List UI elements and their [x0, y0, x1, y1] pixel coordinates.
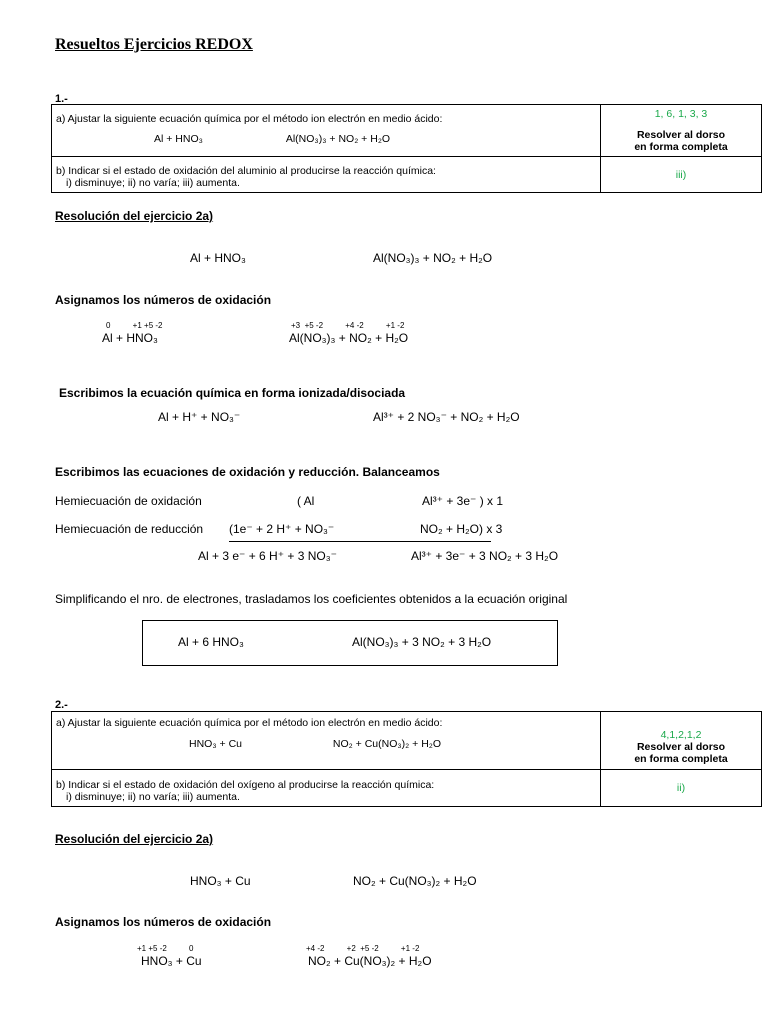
exercise-2-answer-b — [601, 770, 762, 807]
resolution-2-heading: Resolución del ejercicio 2a) — [55, 832, 214, 846]
sum-right: Al³⁺ + 3e⁻ + 3 NO₂ + 3 H₂O — [411, 549, 559, 563]
exercise-1-answer-b — [601, 157, 762, 193]
oxidation-numbers-heading-2: Asignamos los números de oxidación — [55, 915, 272, 929]
res2-equation-right: NO₂ + Cu(NO₃)₂ + H₂O — [353, 874, 477, 888]
final-equation-box — [142, 620, 558, 666]
exercise-2-part-a — [52, 712, 601, 770]
res2-ox-left-equation: HNO₃ + Cu — [141, 954, 202, 968]
res2-ox-right-equation: NO₂ + Cu(NO₃)₂ + H₂O — [308, 954, 432, 968]
resolve-note-line1: Resolver al dorso — [636, 129, 726, 141]
res1-ox-right-numbers: +3 +5 -2 +4 -2 +1 -2 — [291, 321, 405, 330]
exercise-2-number: 2.- — [55, 699, 68, 711]
page-title: Resueltos Ejercicios REDOX — [55, 36, 253, 53]
ionized-heading: Escribimos la ecuación química en forma ionizada/disociada — [59, 386, 406, 400]
exercise-1-coefficients: 1, 6, 1, 3, 3 — [654, 108, 708, 120]
exercise-1-number: 1.- — [55, 93, 68, 105]
exercise-2-equation-left: HNO₃ + Cu — [189, 738, 242, 750]
res2-equation-left: HNO₃ + Cu — [190, 874, 251, 888]
exercise-1-equation-left: Al + HNO₃ — [154, 133, 203, 145]
exercise-2-equation-right: NO₂ + Cu(NO₃)₂ + H₂O — [332, 738, 442, 750]
exercise-2-part-b-text: b) Indicar si el estado de oxidación del oxígeno al producirse la reacción química: — [56, 779, 435, 791]
resolve-note-line2: en forma completa — [634, 753, 728, 765]
sum-divider-line — [229, 541, 491, 542]
hemi-ox-right: Al³⁺ + 3e⁻ ) x 1 — [422, 494, 504, 508]
exercise-1-part-b-text: b) Indicar si el estado de oxidación del aluminio al producirse la reacción química: — [56, 165, 436, 177]
res1-equation-left: Al + HNO₃ — [190, 251, 246, 265]
resolve-note-line2: en forma completa — [634, 141, 728, 153]
res1-ox-left-equation: Al + HNO₃ — [102, 331, 158, 345]
exercise-1-part-a — [52, 105, 601, 157]
res1-equation-right: Al(NO₃)₃ + NO₂ + H₂O — [373, 251, 493, 265]
exercise-1-part-b-options: i) disminuye; ii) no varía; iii) aumenta. — [66, 177, 240, 189]
exercise-1-table — [51, 104, 762, 193]
hemi-red-right: NO₂ + H₂O) x 3 — [420, 522, 503, 536]
exercise-2-answer-a — [601, 712, 762, 770]
exercise-2-part-b — [52, 770, 601, 807]
exercise-2-table — [51, 711, 762, 807]
hemi-ox-label: Hemiecuación de oxidación — [55, 494, 202, 508]
resolution-1-heading: Resolución del ejercicio 2a) — [55, 209, 214, 223]
res1-ox-left-numbers: 0 +1 +5 -2 — [106, 321, 163, 330]
exercise-2-b-answer: ii) — [676, 782, 686, 794]
exercise-1-part-b — [52, 157, 601, 193]
ionized-right: Al³⁺ + 2 NO₃⁻ + NO₂ + H₂O — [373, 410, 520, 424]
sum-left: Al + 3 e⁻ + 6 H⁺ + 3 NO₃⁻ — [198, 549, 337, 563]
exercise-1-answer-a — [601, 105, 762, 157]
exercise-1-equation-right: Al(NO₃)₃ + NO₂ + H₂O — [285, 133, 391, 145]
oxidation-numbers-heading: Asignamos los números de oxidación — [55, 293, 272, 307]
exercise-2-coefficients: 4,1,2,1,2 — [660, 729, 702, 741]
final-equation-left: Al + 6 HNO₃ — [178, 635, 244, 649]
exercise-1-b-answer: iii) — [675, 169, 687, 181]
res2-ox-right-numbers: +4 -2 +2 +5 -2 +1 -2 — [306, 944, 420, 953]
exercise-2-part-a-text: a) Ajustar la siguiente ecuación química por el método ion electrón en medio ácido: — [56, 717, 443, 729]
hemi-red-left: (1e⁻ + 2 H⁺ + NO₃⁻ — [229, 522, 335, 536]
res1-ox-right-equation: Al(NO₃)₃ + NO₂ + H₂O — [289, 331, 409, 345]
ionized-left: Al + H⁺ + NO₃⁻ — [158, 410, 241, 424]
res2-ox-left-numbers: +1 +5 -2 0 — [137, 944, 194, 953]
hemi-ox-left: ( Al — [297, 494, 315, 508]
redox-heading: Escribimos las ecuaciones de oxidación y reducción. Balanceamos — [55, 465, 440, 479]
simplify-text: Simplificando el nro. de electrones, trasladamos los coeficientes obtenidos a la ecuación original — [55, 592, 568, 606]
final-equation-right: Al(NO₃)₃ + 3 NO₂ + 3 H₂O — [352, 635, 492, 649]
exercise-1-part-a-text: a) Ajustar la siguiente ecuación química por el método ion electrón en medio ácido: — [56, 113, 443, 125]
resolve-note-line1: Resolver al dorso — [636, 741, 726, 753]
exercise-2-part-b-options: i) disminuye; ii) no varía; iii) aumenta. — [66, 791, 240, 803]
hemi-red-label: Hemiecuación de reducción — [55, 522, 204, 536]
